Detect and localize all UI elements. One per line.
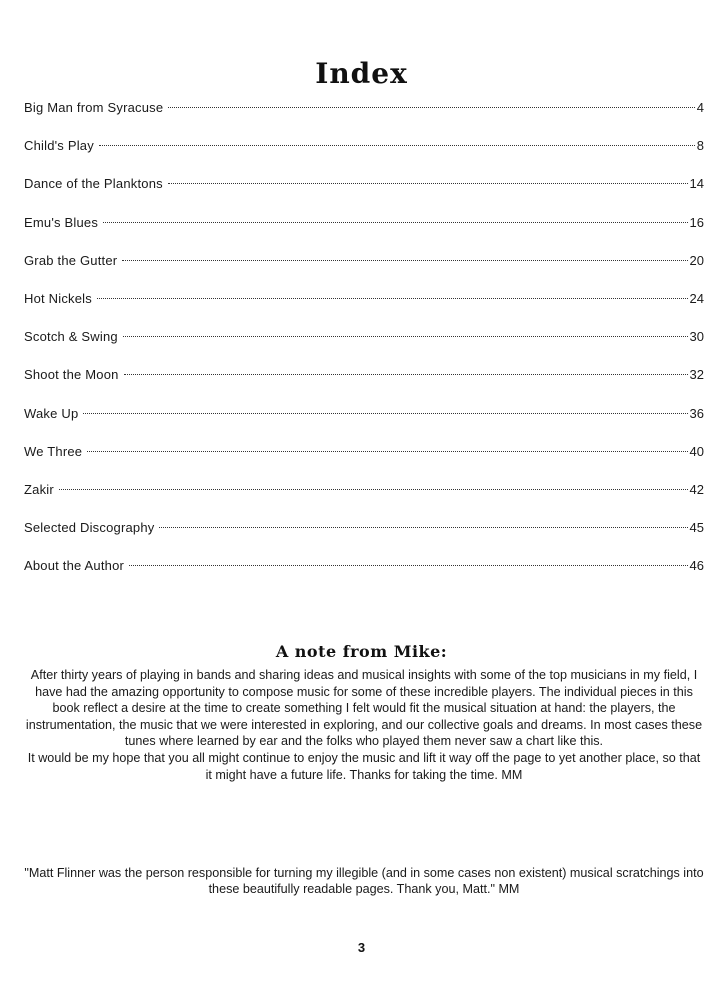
dot-leader [103, 222, 687, 223]
dot-leader [122, 260, 687, 261]
dot-leader [59, 489, 688, 490]
index-entry-page: 40 [689, 443, 704, 459]
index-list [24, 96, 704, 592]
index-entry-title: Grab the Gutter [24, 252, 118, 268]
index-entry-page: 8 [696, 138, 704, 154]
note-body [24, 667, 704, 783]
dot-leader [129, 565, 687, 566]
index-entry-title: Emu's Blues [24, 214, 99, 230]
index-entry-title: We Three [24, 443, 83, 459]
index-entry-title: About the Author [24, 558, 125, 574]
index-entry-title: Selected Discography [24, 520, 155, 536]
index-entry-page: 14 [689, 176, 704, 192]
index-entry [24, 249, 704, 287]
index-entry-title: Hot Nickels [24, 290, 92, 306]
index-entry-page: 32 [689, 367, 704, 383]
dot-leader [97, 298, 688, 299]
index-entry-page: 16 [689, 214, 704, 230]
index-entry-title: Big Man from Syracuse [24, 100, 164, 115]
index-entry-page: 46 [689, 558, 704, 574]
dot-leader [124, 374, 688, 375]
index-entry [24, 287, 704, 325]
note-heading: A note from Mike: [275, 642, 448, 662]
index-entry-title: Shoot the Moon [24, 367, 119, 383]
index-entry [24, 516, 704, 554]
index-entry-page: 42 [689, 481, 704, 497]
index-entry-page: 4 [696, 100, 704, 115]
dot-leader [168, 183, 688, 184]
index-entry [24, 325, 704, 363]
dot-leader [87, 451, 687, 452]
page-title: Index [315, 56, 408, 90]
index-entry-page: 36 [689, 405, 704, 421]
note-paragraph: After thirty years of playing in bands and sharing ideas and musical insights with some of the top musicians in my field, I have had the amazing opportunity to compose music for some of these incredible players. The individual pieces in this book reflect a desire at the time to create something I felt would fit the musical situation at hand: the players, the instrumentation, the music that we were interested in exploring, and our collective goals and dreams. In most cases these tunes where learned by ear and the folks who played them never saw a chart like this. [25, 668, 703, 749]
index-entry-title: Wake Up [24, 405, 79, 421]
index-entry [24, 554, 704, 592]
index-entry [24, 402, 704, 440]
dot-leader [123, 336, 688, 337]
dot-leader [99, 145, 695, 146]
index-entry-page: 45 [689, 520, 704, 536]
dot-leader [159, 527, 687, 528]
index-entry-title: Scotch & Swing [24, 329, 118, 345]
index-entry [24, 363, 704, 401]
acknowledgement-quote: "Matt Flinner was the person responsible for turning my illegible (and in some cases non existent) musical scratchings into these beautifully readable pages. Thank you, Matt." MM [24, 865, 704, 897]
index-entry [24, 96, 704, 134]
index-entry-title: Dance of the Planktons [24, 176, 163, 192]
index-entry-page: 20 [689, 252, 704, 268]
index-entry-page: 24 [689, 290, 704, 306]
index-entry-page: 30 [689, 329, 704, 345]
index-entry [24, 134, 704, 172]
dot-leader [83, 413, 687, 414]
index-entry [24, 478, 704, 516]
index-entry-title: Child's Play [24, 138, 94, 154]
index-entry [24, 440, 704, 478]
page-number: 3 [357, 940, 366, 955]
index-entry [24, 172, 704, 210]
index-entry [24, 211, 704, 249]
index-entry-title: Zakir [24, 481, 54, 497]
dot-leader [168, 107, 694, 108]
note-paragraph: It would be my hope that you all might continue to enjoy the music and lift it way off the page to yet another place, so that it might have a future life. Thanks for taking the time. MM [27, 750, 701, 782]
